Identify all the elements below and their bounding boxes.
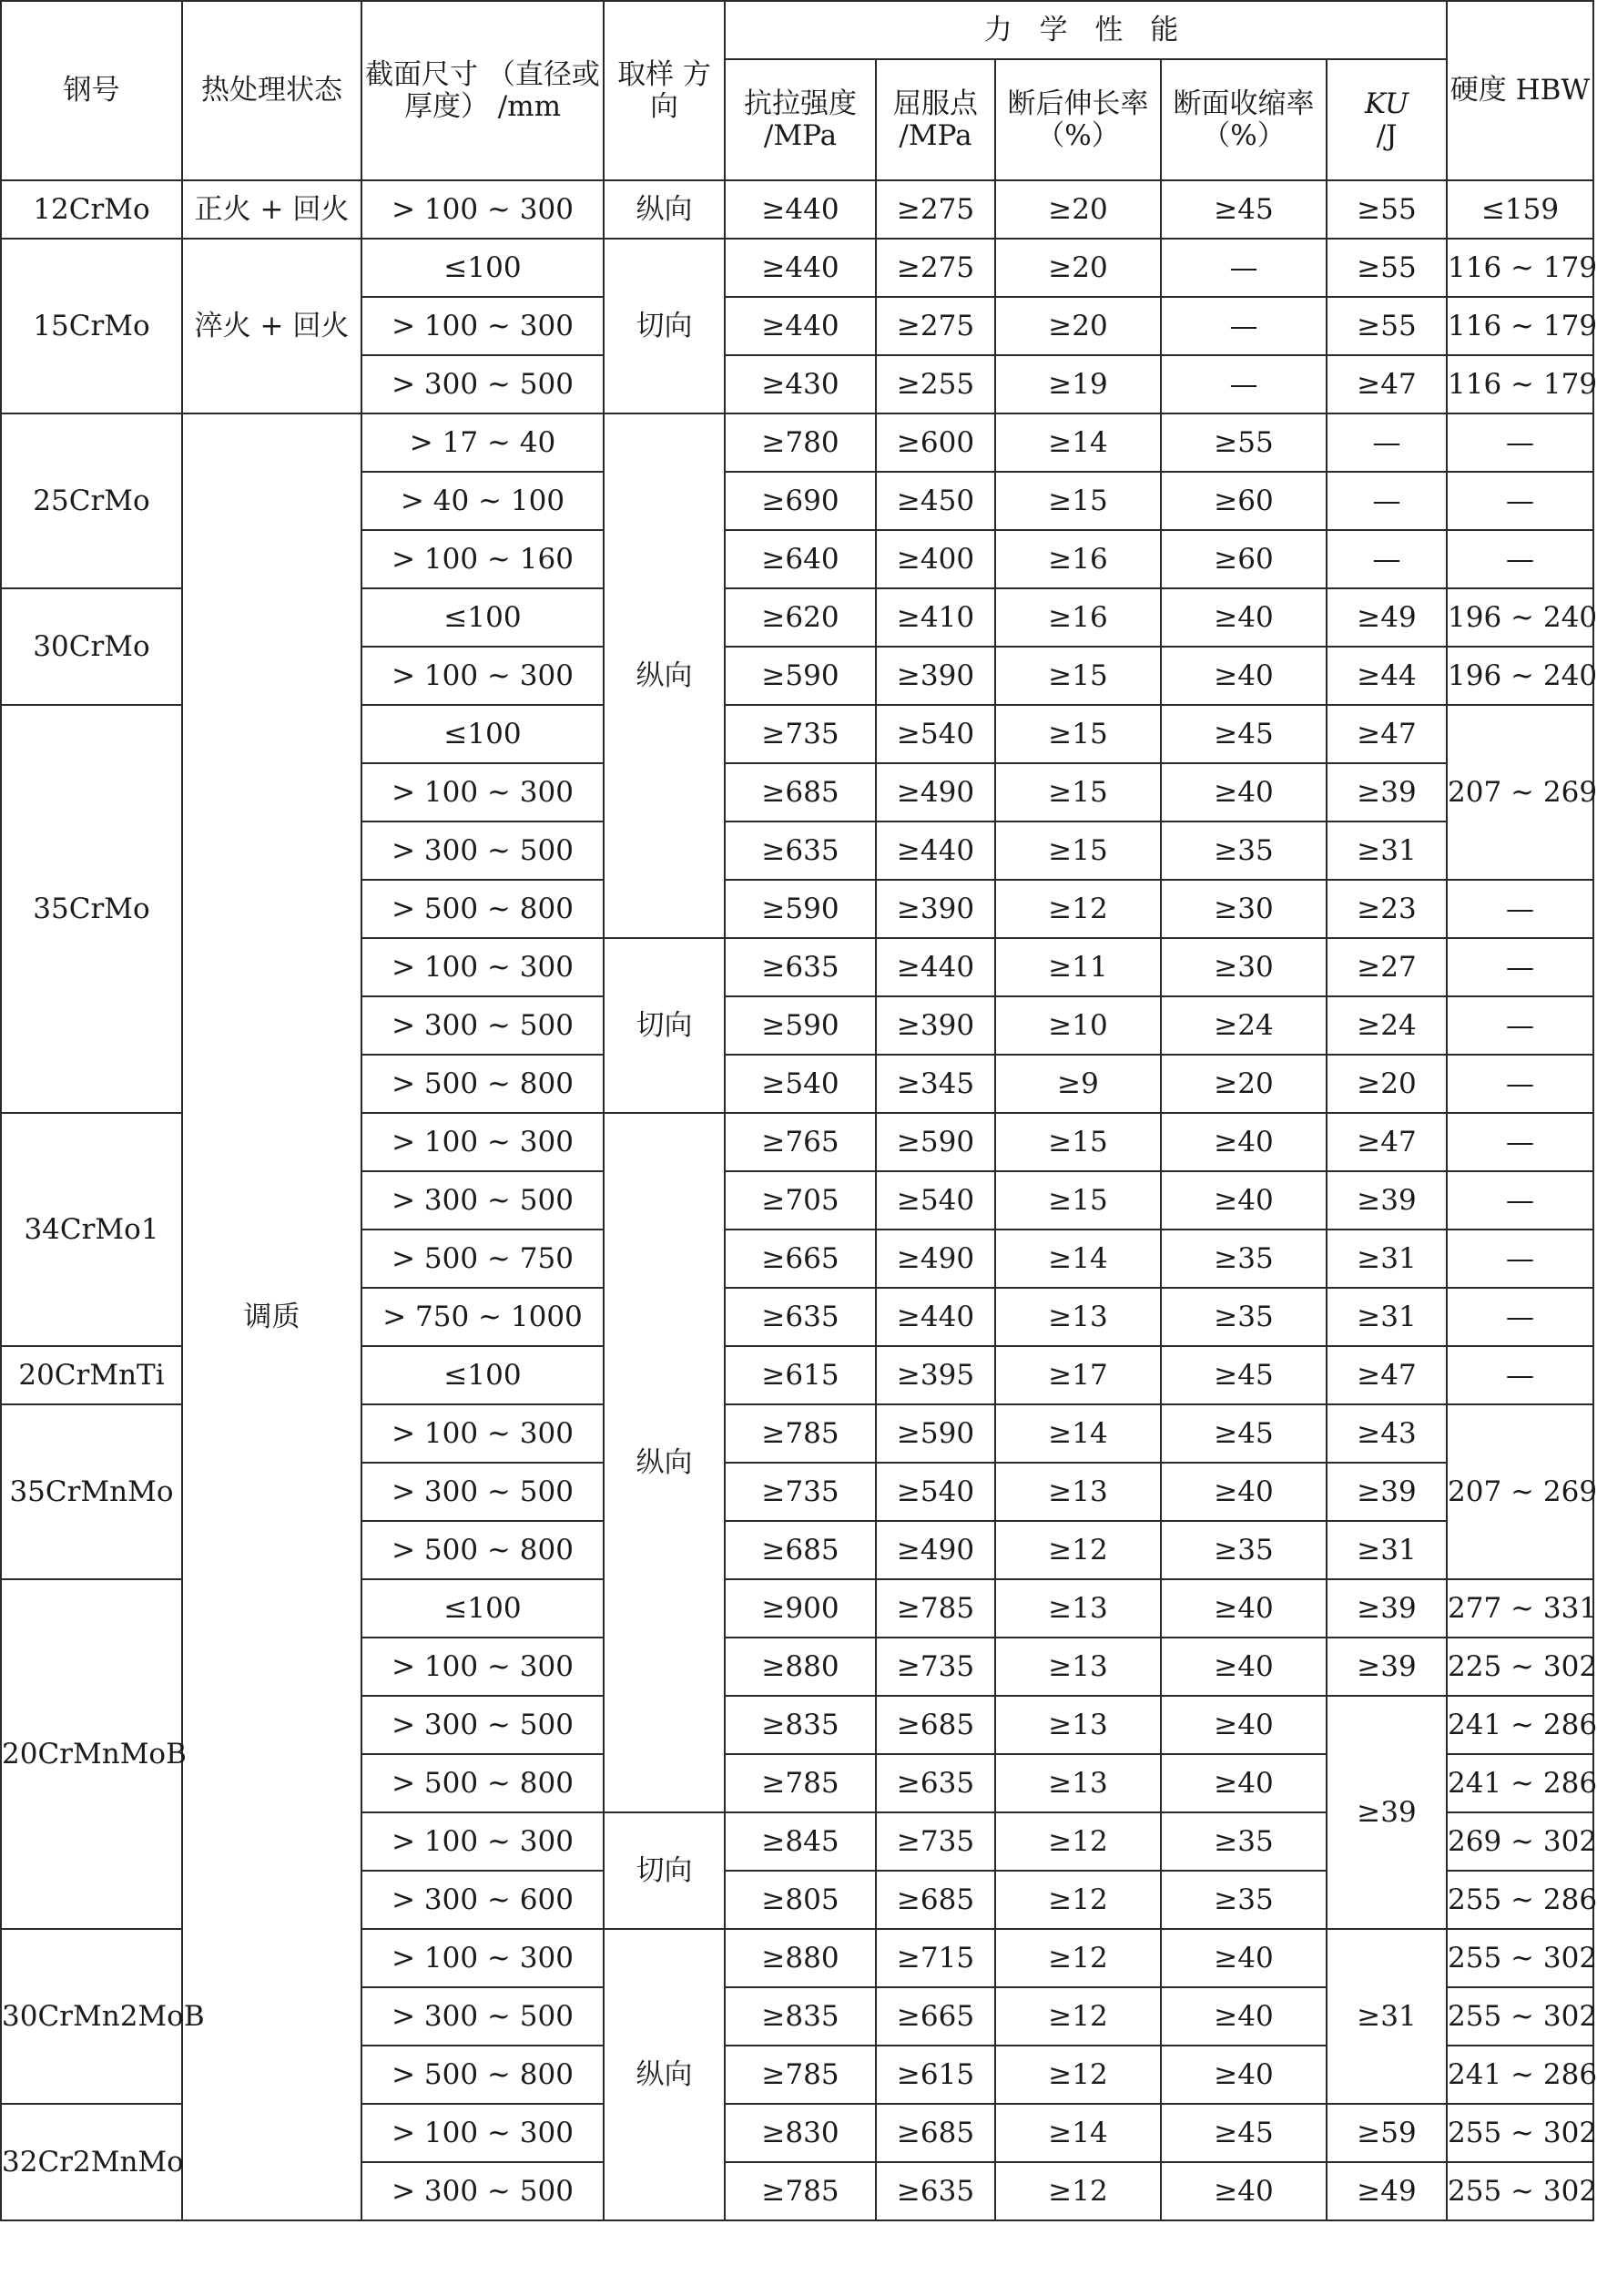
cell-a: ≥16	[995, 530, 1161, 588]
cell-z: ≥35	[1161, 1288, 1327, 1346]
cell-z: ≥35	[1161, 1521, 1327, 1579]
cell-hbw: 116 ~ 179	[1447, 297, 1593, 355]
cell-rm: ≥805	[725, 1871, 876, 1929]
cell-size: ≤100	[361, 1579, 604, 1638]
cell-direction: 纵向	[604, 1929, 725, 2220]
cell-size: > 100 ~ 300	[361, 1929, 604, 1987]
cell-rm: ≥620	[725, 588, 876, 647]
cell-z: —	[1161, 297, 1327, 355]
cell-ku: ≥31	[1327, 821, 1447, 880]
cell-a: ≥12	[995, 1812, 1161, 1871]
cell-treatment: 正火 + 回火	[182, 180, 361, 239]
cell-grade: 20CrMnMoB	[1, 1579, 182, 1929]
cell-size: > 100 ~ 160	[361, 530, 604, 588]
cell-a: ≥13	[995, 1638, 1161, 1696]
cell-a: ≥14	[995, 2104, 1161, 2162]
cell-a: ≥14	[995, 1230, 1161, 1288]
cell-ku: ≥55	[1327, 297, 1447, 355]
cell-rel: ≥735	[876, 1638, 995, 1696]
cell-size: > 300 ~ 500	[361, 1987, 604, 2046]
cell-rm: ≥765	[725, 1113, 876, 1171]
cell-size: > 100 ~ 300	[361, 180, 604, 239]
cell-grade: 30CrMo	[1, 588, 182, 705]
cell-size: > 300 ~ 600	[361, 1871, 604, 1929]
cell-rm: ≥785	[725, 1754, 876, 1812]
header-steel-grade: 钢号	[1, 1, 182, 180]
cell-grade: 34CrMo1	[1, 1113, 182, 1346]
cell-z: ≥45	[1161, 1404, 1327, 1463]
cell-ku: ≥39	[1327, 1638, 1447, 1696]
cell-hbw: —	[1447, 1113, 1593, 1171]
cell-size: > 100 ~ 300	[361, 1113, 604, 1171]
cell-rm: ≥900	[725, 1579, 876, 1638]
cell-ku: —	[1327, 530, 1447, 588]
cell-size: > 300 ~ 500	[361, 1171, 604, 1230]
cell-rel: ≥490	[876, 763, 995, 821]
cell-rel: ≥390	[876, 996, 995, 1055]
cell-ku: ≥39	[1327, 1171, 1447, 1230]
header-section-size: 截面尺寸 （直径或厚度） /mm	[361, 1, 604, 180]
cell-z: ≥40	[1161, 1638, 1327, 1696]
cell-z: ≥60	[1161, 530, 1327, 588]
cell-size: > 500 ~ 800	[361, 1754, 604, 1812]
cell-a: ≥13	[995, 1463, 1161, 1521]
cell-a: ≥14	[995, 413, 1161, 472]
cell-a: ≥11	[995, 938, 1161, 996]
table-row	[1, 180, 1593, 239]
cell-rel: ≥735	[876, 1812, 995, 1871]
cell-rel: ≥615	[876, 2046, 995, 2104]
cell-z: ≥35	[1161, 1871, 1327, 1929]
cell-a: ≥12	[995, 1871, 1161, 1929]
cell-z: ≥45	[1161, 705, 1327, 763]
cell-rel: ≥590	[876, 1113, 995, 1171]
cell-z: ≥40	[1161, 588, 1327, 647]
table-row	[1, 239, 1593, 297]
cell-a: ≥12	[995, 880, 1161, 938]
cell-grade: 35CrMo	[1, 705, 182, 1113]
cell-rel: ≥395	[876, 1346, 995, 1404]
cell-size: > 300 ~ 500	[361, 996, 604, 1055]
cell-hbw: —	[1447, 1230, 1593, 1288]
cell-size: > 750 ~ 1000	[361, 1288, 604, 1346]
cell-a: ≥12	[995, 1929, 1161, 1987]
cell-direction: 切向	[604, 239, 725, 413]
cell-treatment: 调质	[182, 413, 361, 2220]
cell-hbw: —	[1447, 472, 1593, 530]
cell-rm: ≥835	[725, 1987, 876, 2046]
cell-rm: ≥830	[725, 2104, 876, 2162]
cell-rel: ≥275	[876, 297, 995, 355]
cell-rel: ≥440	[876, 1288, 995, 1346]
cell-grade: 12CrMo	[1, 180, 182, 239]
header-ku-label: KU	[1364, 87, 1409, 120]
cell-ku: ≥31	[1327, 1230, 1447, 1288]
cell-z: ≥40	[1161, 1113, 1327, 1171]
cell-size: > 100 ~ 300	[361, 2104, 604, 2162]
cell-size: > 100 ~ 300	[361, 1812, 604, 1871]
cell-ku: ≥20	[1327, 1055, 1447, 1113]
cell-ku: ≥47	[1327, 1113, 1447, 1171]
cell-z: ≥40	[1161, 1463, 1327, 1521]
cell-hbw: 207 ~ 269	[1447, 1404, 1593, 1579]
header-ku-unit: /J	[1376, 118, 1398, 152]
cell-direction: 纵向	[604, 1113, 725, 1812]
cell-hbw: 241 ~ 286	[1447, 1754, 1593, 1812]
cell-size: > 500 ~ 800	[361, 1055, 604, 1113]
cell-rm: ≥735	[725, 705, 876, 763]
cell-ku: ≥59	[1327, 2104, 1447, 2162]
cell-z: ≥40	[1161, 1754, 1327, 1812]
cell-z: —	[1161, 239, 1327, 297]
cell-size: > 500 ~ 800	[361, 2046, 604, 2104]
cell-z: ≥60	[1161, 472, 1327, 530]
cell-rm: ≥665	[725, 1230, 876, 1288]
cell-rel: ≥390	[876, 880, 995, 938]
cell-size: > 500 ~ 750	[361, 1230, 604, 1288]
cell-z: ≥24	[1161, 996, 1327, 1055]
cell-hbw: 255 ~ 302	[1447, 1987, 1593, 2046]
cell-hbw: 241 ~ 286	[1447, 1696, 1593, 1754]
cell-z: ≥30	[1161, 938, 1327, 996]
cell-hbw: 116 ~ 179	[1447, 239, 1593, 297]
cell-z: ≥40	[1161, 763, 1327, 821]
cell-hbw: 255 ~ 302	[1447, 2162, 1593, 2220]
cell-hbw: —	[1447, 413, 1593, 472]
cell-z: ≥35	[1161, 1230, 1327, 1288]
cell-rm: ≥845	[725, 1812, 876, 1871]
cell-rel: ≥685	[876, 2104, 995, 2162]
header-reduction-of-area: 断面收缩率 （%）	[1161, 59, 1327, 180]
cell-ku: —	[1327, 413, 1447, 472]
cell-treatment: 淬火 + 回火	[182, 239, 361, 413]
header-tensile-strength: 抗拉强度 /MPa	[725, 59, 876, 180]
cell-ku: ≥43	[1327, 1404, 1447, 1463]
cell-a: ≥12	[995, 1521, 1161, 1579]
cell-grade: 30CrMn2MoB	[1, 1929, 182, 2104]
cell-a: ≥14	[995, 1404, 1161, 1463]
cell-a: ≥12	[995, 1987, 1161, 2046]
cell-ku: ≥44	[1327, 647, 1447, 705]
header-heat-treatment: 热处理状态	[182, 1, 361, 180]
cell-rm: ≥540	[725, 1055, 876, 1113]
cell-a: ≥13	[995, 1754, 1161, 1812]
cell-a: ≥13	[995, 1579, 1161, 1638]
cell-rel: ≥685	[876, 1871, 995, 1929]
cell-hbw: ≤159	[1447, 180, 1593, 239]
cell-rm: ≥785	[725, 1404, 876, 1463]
cell-rel: ≥390	[876, 647, 995, 705]
cell-a: ≥15	[995, 1113, 1161, 1171]
cell-rm: ≥440	[725, 180, 876, 239]
cell-rm: ≥685	[725, 1521, 876, 1579]
cell-size: ≤100	[361, 588, 604, 647]
cell-hbw: —	[1447, 880, 1593, 938]
cell-size: > 300 ~ 500	[361, 821, 604, 880]
cell-z: ≥40	[1161, 647, 1327, 705]
cell-z: ≥35	[1161, 821, 1327, 880]
cell-hbw: 225 ~ 302	[1447, 1638, 1593, 1696]
header-impact-energy	[1327, 59, 1447, 180]
cell-a: ≥9	[995, 1055, 1161, 1113]
cell-a: ≥15	[995, 647, 1161, 705]
cell-z: ≥20	[1161, 1055, 1327, 1113]
cell-a: ≥12	[995, 2046, 1161, 2104]
cell-rel: ≥410	[876, 588, 995, 647]
cell-direction: 纵向	[604, 413, 725, 938]
cell-ku: ≥55	[1327, 180, 1447, 239]
cell-hbw: —	[1447, 1346, 1593, 1404]
cell-ku: ≥47	[1327, 705, 1447, 763]
cell-z: ≥40	[1161, 1696, 1327, 1754]
cell-rm: ≥430	[725, 355, 876, 413]
cell-hbw: —	[1447, 1288, 1593, 1346]
header-sampling-direction: 取样 方向	[604, 1, 725, 180]
cell-rel: ≥665	[876, 1987, 995, 2046]
cell-a: ≥15	[995, 1171, 1161, 1230]
cell-z: ≥45	[1161, 1346, 1327, 1404]
header-row-1	[1, 1, 1593, 59]
cell-rm: ≥880	[725, 1638, 876, 1696]
cell-size: > 40 ~ 100	[361, 472, 604, 530]
cell-ku: ≥31	[1327, 1929, 1447, 2104]
cell-a: ≥13	[995, 1696, 1161, 1754]
cell-rel: ≥275	[876, 239, 995, 297]
cell-a: ≥12	[995, 2162, 1161, 2220]
cell-z: ≥40	[1161, 2046, 1327, 2104]
cell-z: ≥35	[1161, 1812, 1327, 1871]
cell-size: > 17 ~ 40	[361, 413, 604, 472]
cell-a: ≥15	[995, 763, 1161, 821]
cell-rm: ≥785	[725, 2162, 876, 2220]
cell-size: > 500 ~ 800	[361, 1521, 604, 1579]
cell-z: ≥40	[1161, 1171, 1327, 1230]
cell-size: > 300 ~ 500	[361, 1696, 604, 1754]
cell-rel: ≥490	[876, 1521, 995, 1579]
cell-rm: ≥735	[725, 1463, 876, 1521]
cell-rel: ≥540	[876, 705, 995, 763]
cell-grade: 15CrMo	[1, 239, 182, 413]
cell-rel: ≥540	[876, 1171, 995, 1230]
cell-rm: ≥635	[725, 1288, 876, 1346]
cell-hbw: 277 ~ 331	[1447, 1579, 1593, 1638]
cell-ku: —	[1327, 472, 1447, 530]
cell-ku: ≥39	[1327, 1463, 1447, 1521]
header-elongation: 断后伸长率 （%）	[995, 59, 1161, 180]
cell-rm: ≥640	[725, 530, 876, 588]
cell-z: ≥55	[1161, 413, 1327, 472]
cell-hbw: 196 ~ 240	[1447, 588, 1593, 647]
cell-size: ≤100	[361, 1346, 604, 1404]
cell-rm: ≥590	[725, 880, 876, 938]
cell-size: > 100 ~ 300	[361, 297, 604, 355]
cell-rm: ≥590	[725, 647, 876, 705]
cell-rel: ≥275	[876, 180, 995, 239]
cell-hbw: 269 ~ 302	[1447, 1812, 1593, 1871]
header-hardness: 硬度 HBW	[1447, 1, 1593, 180]
cell-ku: ≥27	[1327, 938, 1447, 996]
cell-hbw: 255 ~ 286	[1447, 1871, 1593, 1929]
cell-size: > 300 ~ 500	[361, 2162, 604, 2220]
cell-rel: ≥635	[876, 1754, 995, 1812]
cell-grade: 32Cr2MnMo	[1, 2104, 182, 2220]
cell-hbw: 255 ~ 302	[1447, 1929, 1593, 1987]
cell-rm: ≥880	[725, 1929, 876, 1987]
cell-rel: ≥450	[876, 472, 995, 530]
cell-ku: ≥55	[1327, 239, 1447, 297]
cell-rel: ≥785	[876, 1579, 995, 1638]
cell-hbw: 196 ~ 240	[1447, 647, 1593, 705]
cell-hbw: 116 ~ 179	[1447, 355, 1593, 413]
cell-grade: 25CrMo	[1, 413, 182, 588]
cell-z: ≥40	[1161, 1929, 1327, 1987]
cell-rm: ≥440	[725, 239, 876, 297]
cell-direction: 切向	[604, 1812, 725, 1929]
cell-a: ≥13	[995, 1288, 1161, 1346]
cell-z: ≥45	[1161, 2104, 1327, 2162]
cell-size: > 100 ~ 300	[361, 1404, 604, 1463]
cell-a: ≥19	[995, 355, 1161, 413]
cell-grade: 20CrMnTi	[1, 1346, 182, 1404]
cell-ku: ≥49	[1327, 2162, 1447, 2220]
cell-a: ≥20	[995, 297, 1161, 355]
cell-z: ≥45	[1161, 180, 1327, 239]
table-body	[1, 180, 1597, 2220]
cell-ku: ≥24	[1327, 996, 1447, 1055]
cell-hbw: —	[1447, 938, 1593, 996]
table-row	[1, 413, 1593, 472]
cell-direction: 切向	[604, 938, 725, 1113]
cell-hbw: 255 ~ 302	[1447, 2104, 1593, 2162]
cell-rm: ≥785	[725, 2046, 876, 2104]
cell-grade: 35CrMnMo	[1, 1404, 182, 1579]
cell-a: ≥17	[995, 1346, 1161, 1404]
cell-rel: ≥715	[876, 1929, 995, 1987]
cell-size: ≤100	[361, 239, 604, 297]
cell-rm: ≥690	[725, 472, 876, 530]
cell-rm: ≥440	[725, 297, 876, 355]
cell-rm: ≥615	[725, 1346, 876, 1404]
cell-size: > 100 ~ 300	[361, 647, 604, 705]
cell-rm: ≥635	[725, 821, 876, 880]
cell-hbw: —	[1447, 996, 1593, 1055]
cell-z: ≥40	[1161, 1579, 1327, 1638]
cell-ku: ≥39	[1327, 763, 1447, 821]
cell-rm: ≥685	[725, 763, 876, 821]
cell-a: ≥20	[995, 239, 1161, 297]
cell-rm: ≥835	[725, 1696, 876, 1754]
cell-hbw: 241 ~ 286	[1447, 2046, 1593, 2104]
cell-hbw: —	[1447, 1171, 1593, 1230]
cell-z: ≥40	[1161, 2162, 1327, 2220]
cell-rel: ≥490	[876, 1230, 995, 1288]
cell-a: ≥10	[995, 996, 1161, 1055]
cell-rm: ≥705	[725, 1171, 876, 1230]
cell-rel: ≥345	[876, 1055, 995, 1113]
cell-ku: ≥31	[1327, 1288, 1447, 1346]
cell-rm: ≥635	[725, 938, 876, 996]
cell-size: > 100 ~ 300	[361, 938, 604, 996]
cell-hbw: 207 ~ 269	[1447, 705, 1593, 880]
cell-size: ≤100	[361, 705, 604, 763]
cell-ku: ≥23	[1327, 880, 1447, 938]
cell-direction: 纵向	[604, 180, 725, 239]
cell-z: ≥40	[1161, 1987, 1327, 2046]
header-yield-point: 屈服点 /MPa	[876, 59, 995, 180]
cell-rel: ≥600	[876, 413, 995, 472]
cell-rm: ≥780	[725, 413, 876, 472]
cell-ku: ≥49	[1327, 588, 1447, 647]
cell-rel: ≥440	[876, 821, 995, 880]
cell-a: ≥15	[995, 472, 1161, 530]
cell-ku: ≥39	[1327, 1579, 1447, 1638]
cell-a: ≥15	[995, 705, 1161, 763]
cell-hbw: —	[1447, 530, 1593, 588]
cell-z: ≥30	[1161, 880, 1327, 938]
cell-hbw: —	[1447, 1055, 1593, 1113]
cell-rel: ≥400	[876, 530, 995, 588]
cell-ku: ≥31	[1327, 1521, 1447, 1579]
cell-size: > 300 ~ 500	[361, 1463, 604, 1521]
cell-rel: ≥685	[876, 1696, 995, 1754]
cell-rel: ≥635	[876, 2162, 995, 2220]
cell-z: —	[1161, 355, 1327, 413]
cell-size: > 100 ~ 300	[361, 1638, 604, 1696]
cell-rel: ≥440	[876, 938, 995, 996]
header-mechanical-properties: 力 学 性 能	[725, 1, 1447, 59]
cell-size: > 300 ~ 500	[361, 355, 604, 413]
cell-a: ≥20	[995, 180, 1161, 239]
cell-size: > 100 ~ 300	[361, 763, 604, 821]
cell-ku: ≥47	[1327, 1346, 1447, 1404]
cell-size: > 500 ~ 800	[361, 880, 604, 938]
cell-a: ≥15	[995, 821, 1161, 880]
cell-rm: ≥590	[725, 996, 876, 1055]
cell-rel: ≥590	[876, 1404, 995, 1463]
cell-rel: ≥255	[876, 355, 995, 413]
cell-rel: ≥540	[876, 1463, 995, 1521]
cell-ku: ≥47	[1327, 355, 1447, 413]
cell-a: ≥16	[995, 588, 1161, 647]
cell-ku: ≥39	[1327, 1696, 1447, 1929]
